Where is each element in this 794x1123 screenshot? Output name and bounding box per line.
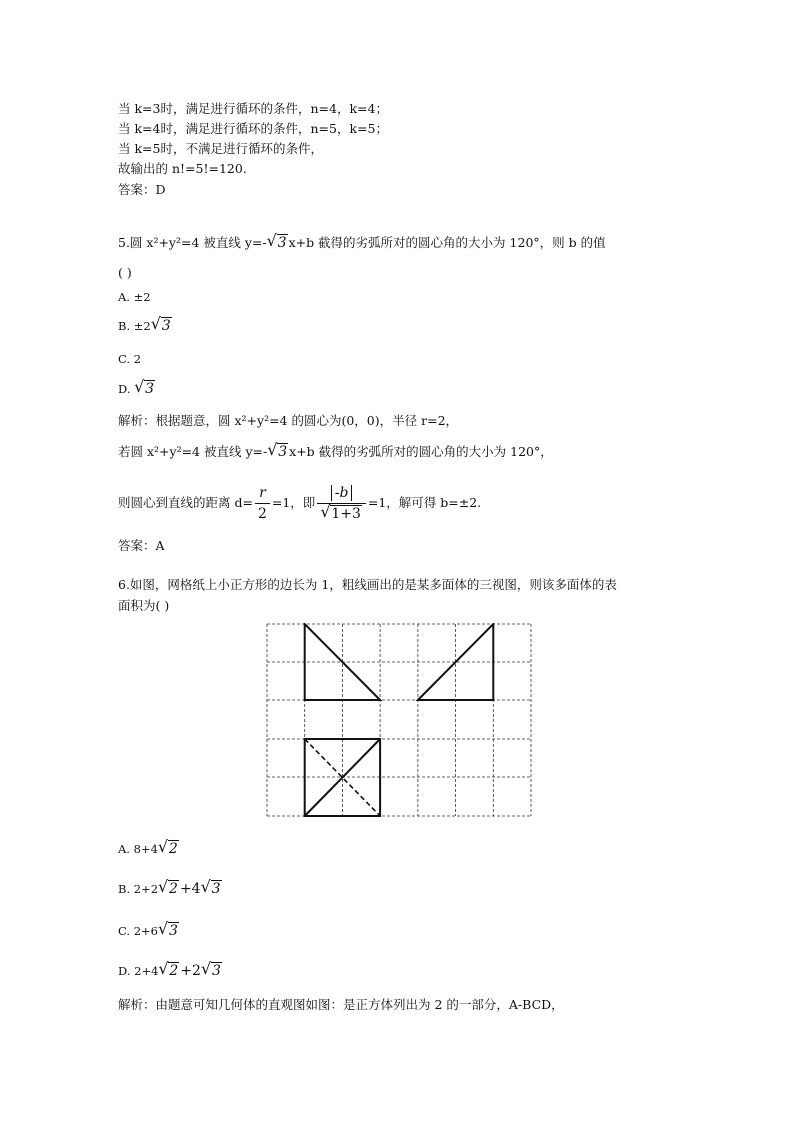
option-text: B. ±2 <box>118 319 151 333</box>
q5-solution-line2 <box>118 443 553 461</box>
solution-text: =1，即 <box>271 495 316 510</box>
q6-stem-line1: 6.如图，网格纸上小正方形的边长为 1，粗线画出的是某多面体的三视图，则该多面体的表 <box>118 577 617 592</box>
option-text: C. 2+6 <box>118 924 158 938</box>
fraction: -b √ 1+3 <box>317 483 366 524</box>
q6-option-a <box>118 840 180 858</box>
q6-stem-line2: 面积为( ) <box>118 598 170 613</box>
q5-answer: 答案：A <box>118 538 165 553</box>
q5-option-b <box>118 317 173 335</box>
option-text: +4 <box>179 881 201 897</box>
q5-option-a: A. ±2 <box>118 290 151 304</box>
sqrt-symbol: √ 3 <box>135 380 155 398</box>
q6-option-c <box>118 922 180 940</box>
q6-solution-line1: 解析：由题意可知几何体的直观图如图：是正方体列出为 2 的一部分，A-BCD， <box>118 997 564 1012</box>
sqrt-symbol: √ 3 <box>268 443 288 461</box>
text-line: 故输出的 n!=5!=120. <box>118 161 247 176</box>
sqrt-symbol: √ 2 <box>159 840 179 858</box>
grid-lines <box>267 624 531 816</box>
q5-solution-line1: 解析：根据题意，圆 x²+y²=4 的圆心为(0，0)，半径 r=2， <box>118 413 459 428</box>
sqrt-symbol: √ 3 <box>202 880 222 898</box>
solution-text: 若圆 x²+y²=4 被直线 y=- <box>118 444 268 459</box>
sqrt-symbol: √ 3 <box>202 962 222 980</box>
q6-option-b <box>118 880 223 898</box>
solution-text: x+b 截得的劣弧所对的圆心角的大小为 120°， <box>289 444 553 459</box>
q5-stem-part: x+b 截得的劣弧所对的圆心角的大小为 120°，则 b 的值 <box>288 235 606 250</box>
q6-option-d <box>118 962 223 980</box>
q5-option-d <box>118 380 156 398</box>
three-view-figure <box>266 623 532 817</box>
sqrt-symbol: √ 3 <box>152 317 172 335</box>
sqrt-symbol: √ 3 <box>159 922 179 940</box>
option-text: A. 8+4 <box>118 842 158 856</box>
q5-paren: ( ) <box>118 265 132 280</box>
solution-text: =1，解可得 b=±2. <box>367 495 482 510</box>
q5-option-c: C. 2 <box>118 352 142 366</box>
answer-line: 答案：D <box>118 182 166 197</box>
q5-stem-part: 5.圆 x²+y²=4 被直线 y=- <box>118 235 267 250</box>
option-text: +2 <box>180 963 201 979</box>
q5-solution-line3 <box>118 483 481 524</box>
text-line: 当 k=5时，不满足进行循环的条件， <box>118 141 323 156</box>
text-line: 当 k=3时，满足进行循环的条件，n=4，k=4； <box>118 101 388 116</box>
option-text: D. <box>118 382 131 396</box>
sqrt-symbol: √ 2 <box>159 880 179 898</box>
option-text: D. 2+4 <box>118 964 159 978</box>
sqrt-symbol: √ 2 <box>159 962 179 980</box>
fraction: $\frac{r}{2}$ <box>255 483 270 524</box>
solution-text: 则圆心到直线的距离 d= <box>118 495 253 510</box>
sqrt-symbol: √ 3 <box>268 234 288 252</box>
text-line: 当 k=4时，满足进行循环的条件，n=5，k=5； <box>118 121 388 136</box>
option-text: B. 2+2 <box>118 882 159 896</box>
q5-stem <box>118 234 606 252</box>
